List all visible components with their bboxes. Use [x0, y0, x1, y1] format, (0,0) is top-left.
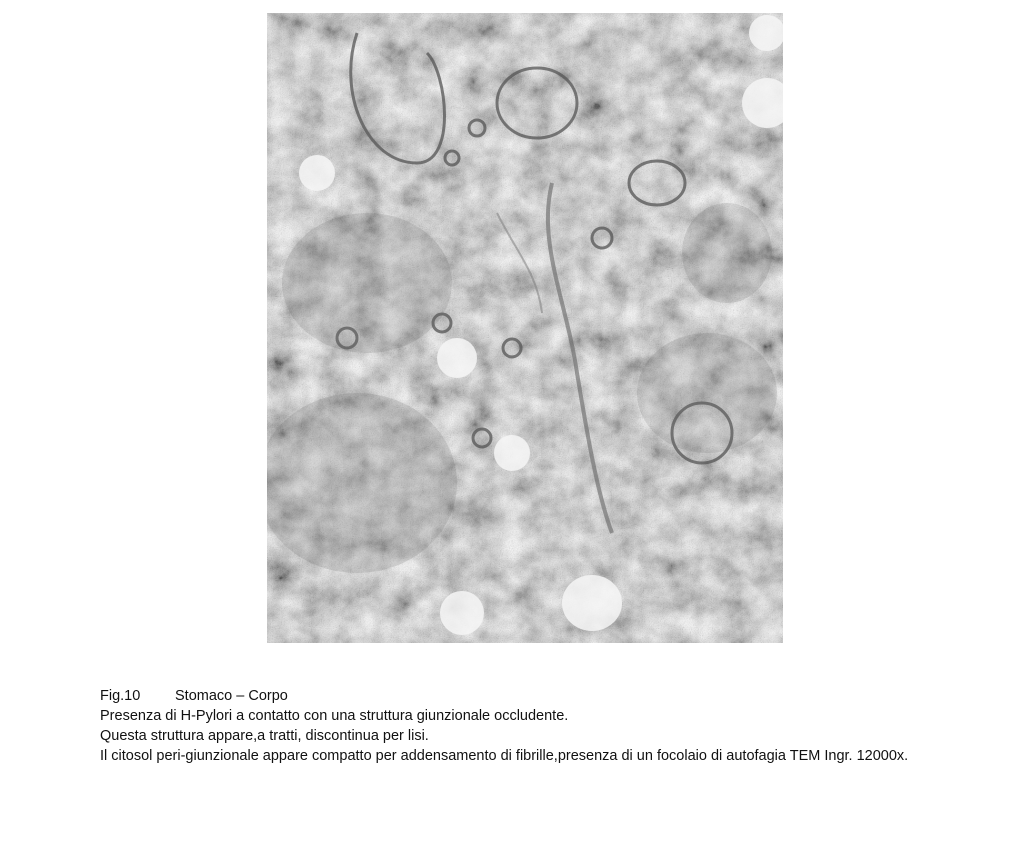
- caption-line-1: Presenza di H-Pylori a contatto con una struttura giunzionale occludente.: [100, 708, 569, 724]
- figure-label: Fig.10: [100, 688, 141, 704]
- caption-line-3: Il citosol peri-giunzionale appare compatto per addensamento di fibrille,presenza di un focolaio di autofagia TEM Ingr. 12000x.: [100, 748, 909, 764]
- tem-micrograph-icon: [267, 13, 783, 643]
- caption-line-2: Questa struttura appare,a tratti, discontinua per lisi.: [100, 728, 429, 744]
- figure-title: Stomaco – Corpo: [175, 688, 288, 704]
- figure-caption: [100, 686, 1000, 766]
- tem-micrograph-image: [267, 13, 783, 643]
- caption-title-line: [100, 686, 1000, 706]
